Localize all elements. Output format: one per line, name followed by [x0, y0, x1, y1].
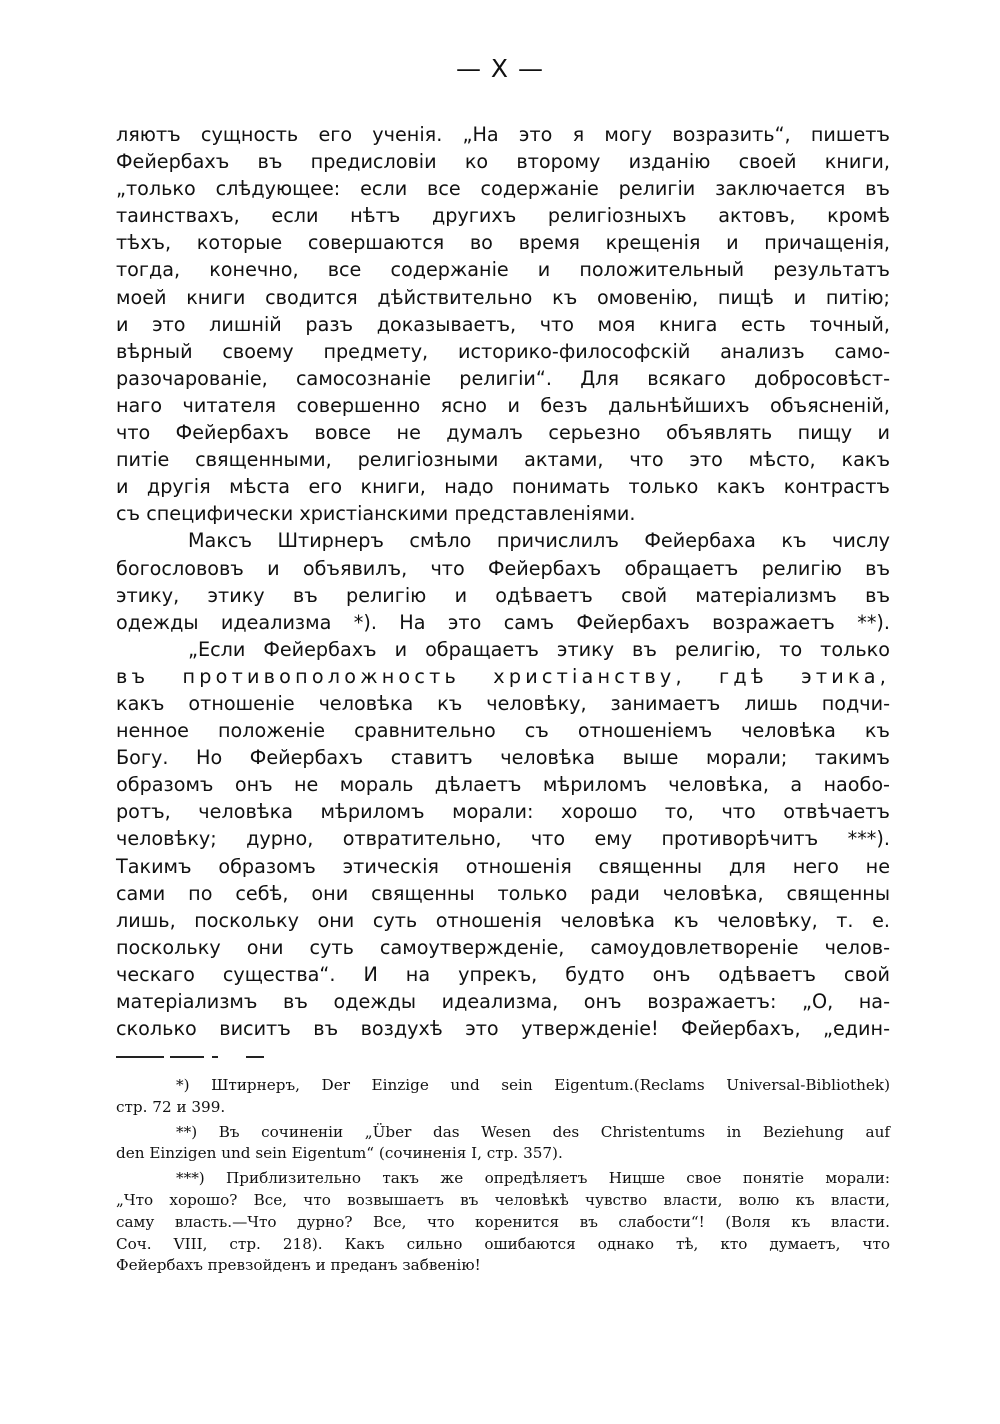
text-line: Фейербахъ въ предисловіи ко второму изданію своей книги, — [116, 150, 890, 174]
text-line: Такимъ образомъ этическія отношенія священны для него не — [116, 854, 890, 878]
text-line: образомъ онъ не мораль дѣлаетъ мѣриломъ человѣка, а наобо- — [116, 773, 890, 797]
text-line: Богу. Но Фейербахъ ставитъ человѣка выше морали; такимъ — [116, 746, 890, 770]
text-line: сами по себѣ, они священны только ради человѣка, священны — [116, 881, 890, 905]
footnote-separator — [116, 1053, 266, 1061]
footnote-2 — [116, 1122, 890, 1166]
footnote-line: *) Штирнеръ, Der Einzige und sein Eigentum.(Reclams Universal-Bibliothek) — [176, 1076, 890, 1094]
text-line: въ противоположность христіанству, гдѣ этика, — [116, 664, 890, 688]
text-line: сколько виситъ въ воздухѣ это утвержденіе! Фейербахъ, „един- — [116, 1017, 890, 1041]
page-number: — X — — [455, 54, 545, 83]
text-line: и другія мѣста его книги, надо понимать только какъ контрастъ — [116, 475, 890, 499]
body-text — [116, 121, 890, 1042]
text-line: матеріализмъ въ одежды идеализма, онъ возражаетъ: „О, на- — [116, 990, 890, 1013]
footnote-line: стр. 72 и 399. — [116, 1097, 226, 1116]
text-line: питіе священными, религіозными актами, что это мѣсто, какъ — [116, 448, 890, 472]
text-line: ненное положеніе сравнительно съ отношеніемъ человѣка къ — [116, 719, 890, 743]
text-line: тогда, конечно, все содержаніе и положительный результатъ — [116, 258, 890, 282]
footnote-line: den Einzigen und sein Eigentum“ (сочиненія I, стр. 357). — [116, 1144, 563, 1163]
footnote-line: саму власть.—Что дурно? Все, что коренится въ слабости“! (Воля къ власти. — [116, 1212, 890, 1231]
footnote-line: „Что хорошо? Все, что возвышаетъ въ человѣкѣ чувство власти, волю къ власти, — [116, 1190, 890, 1209]
footnote-3 — [116, 1168, 890, 1277]
text-line: разочарованіе, самосознаніе религіи“. Для всякаго добросовѣст- — [116, 366, 890, 390]
footnote-1 — [116, 1075, 890, 1119]
text-line: одежды идеализма *). На это самъ Фейербахъ возражаетъ **). — [116, 610, 890, 634]
footnote-line: Соч. VIII, стр. 218). Какъ сильно ошибаются однако тѣ, кто думаетъ, что — [116, 1234, 890, 1253]
text-line: наго читателя совершенно ясно и безъ дальнѣйшихъ объясненій, — [116, 393, 890, 417]
text-line: ротъ, человѣка мѣриломъ морали: хорошо то, что отвѣчаетъ — [116, 800, 890, 824]
text-line: вѣрный своему предмету, историко-философскій анализъ само- — [116, 339, 890, 363]
text-line: лишь, поскольку они суть отношенія человѣка къ человѣку, т. е. — [116, 908, 890, 932]
text-line: Максъ Штирнеръ смѣло причислилъ Фейербаха къ числу — [188, 529, 890, 553]
text-line: и это лишній разъ доказываетъ, что моя книга есть точный, — [116, 312, 890, 336]
text-line: съ специфически христіанскими представленіями. — [116, 502, 636, 526]
text-line: что Фейербахъ вовсе не думалъ серьезно объявлять пищу и — [116, 421, 890, 445]
footnotes — [116, 1075, 890, 1280]
footnote-line: **) Въ сочиненіи „Über das Wesen des Christentums in Beziehung auf — [176, 1122, 890, 1141]
text-line: какъ отношеніе человѣка къ человѣку, занимаетъ лишь подчи- — [116, 691, 890, 715]
text-line: таинствахъ, если нѣтъ другихъ религіозныхъ актовъ, кромѣ — [116, 204, 890, 228]
text-line: этику, этику въ религію и одѣваетъ свой матеріализмъ въ — [116, 583, 890, 607]
footnote-line: Фейербахъ превзойденъ и преданъ забвенію! — [116, 1256, 481, 1275]
footnote-line: ***) Приблизительно такъ же опредѣляетъ Ницше свое понятіе морали: — [176, 1169, 890, 1188]
text-line: поскольку они суть самоутвержденіе, самоудовлетвореніе челов- — [116, 935, 890, 959]
text-line: человѣку; дурно, отвратительно, что ему противорѣчитъ ***). — [116, 827, 890, 851]
text-line: „Если Фейербахъ и обращаетъ этику въ религію, то только — [188, 637, 890, 661]
text-line: богослововъ и объявилъ, что Фейербахъ обращаетъ религію въ — [116, 556, 890, 580]
text-line: моей книги сводится дѣйствительно къ омовенію, пищѣ и питію; — [116, 285, 890, 309]
text-line: ческаго существа“. И на упрекъ, будто онъ одѣваетъ свой — [116, 962, 890, 986]
text-line: „только слѣдующее: если все содержаніе религіи заключается въ — [116, 177, 890, 201]
text-line: тѣхъ, которые совершаются во время крещенія и причащенія, — [116, 231, 890, 255]
text-line: ляютъ сущность его ученія. „На это я могу возразить“, пишетъ — [116, 123, 890, 146]
